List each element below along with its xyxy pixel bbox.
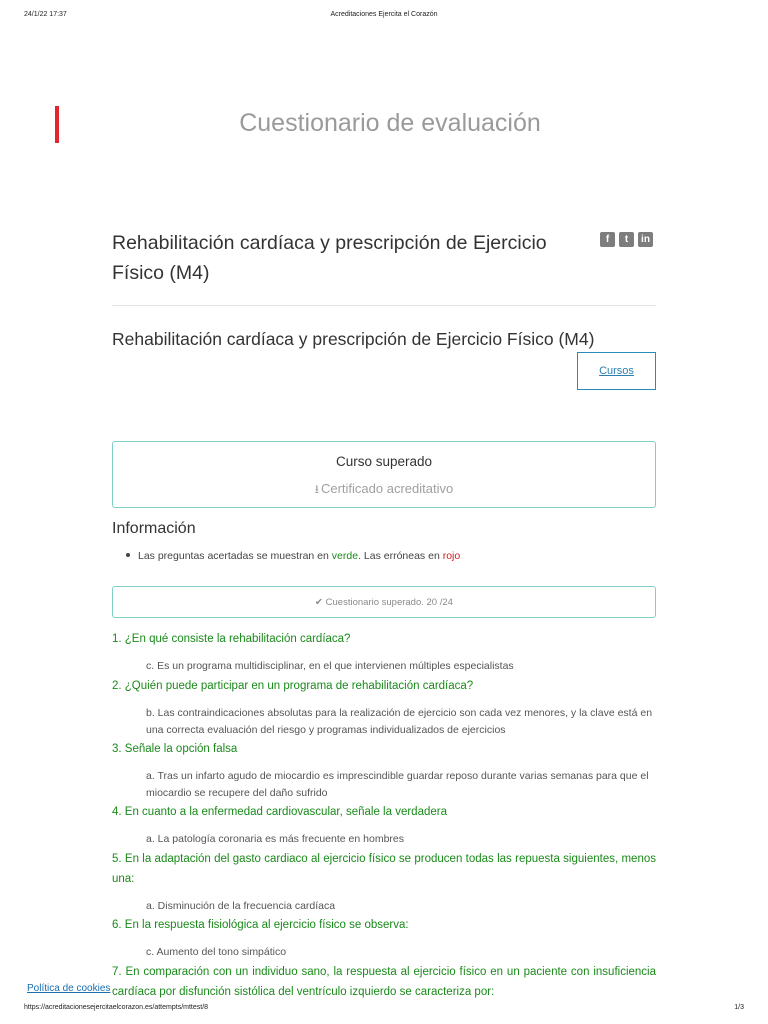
- answer-text: a. Tras un infarto agudo de miocardio es imprescindible guardar reposo durante varias semanas para que el miocardio se recupere del daño sufrido: [146, 770, 649, 799]
- question-text: 5. En la adaptación del gasto cardiaco al ejercicio físico se producen todas las repuesta siguientes, menos una:: [112, 853, 656, 885]
- info-green-word: verde: [331, 550, 359, 562]
- facebook-icon[interactable]: f: [600, 232, 615, 247]
- print-page-number: 1/3: [734, 1004, 744, 1011]
- question-item: [112, 676, 656, 739]
- course-subtitle: Rehabilitación cardíaca y prescripción de Ejercicio Físico (M4): [112, 329, 595, 349]
- linkedin-icon[interactable]: in: [638, 232, 653, 247]
- question-text: 2. ¿Quién puede participar en un programa de rehabilitación cardíaca?: [112, 680, 474, 692]
- info-text-before: Las preguntas acertadas se muestran en: [138, 550, 332, 562]
- question-item: [112, 739, 656, 802]
- divider: [112, 305, 656, 306]
- print-datetime: 24/1/22 17:37: [24, 11, 67, 18]
- social-share: [600, 232, 653, 247]
- cursos-button[interactable]: [577, 352, 656, 390]
- bullet-icon: [126, 553, 130, 557]
- question-text: 4. En cuanto a la enfermedad cardiovascular, señale la verdadera: [112, 806, 447, 818]
- result-label: Cuestionario superado. 20 /24: [325, 597, 453, 608]
- cookies-policy-link[interactable]: Política de cookies: [27, 983, 111, 994]
- result-box: [112, 586, 656, 618]
- question-text: 3. Señale la opción falsa: [112, 743, 238, 755]
- answer-text: a. La patología coronaria es más frecuente en hombres: [146, 833, 404, 845]
- certificate-label[interactable]: Certificado acreditativo: [320, 481, 454, 496]
- print-footer: [0, 1004, 768, 1016]
- info-red-word: rojo: [442, 550, 461, 562]
- question-item: [112, 849, 656, 915]
- info-text-middle: . Las erróneas en: [358, 550, 443, 562]
- question-text: 1. ¿En qué consiste la rehabilitación cardíaca?: [112, 633, 351, 645]
- certificate-link[interactable]: [113, 480, 655, 501]
- course-status-box: [112, 441, 656, 508]
- print-url: https://acreditacionesejercitaelcorazon.es/attempts/mttest/8: [24, 1004, 209, 1011]
- question-item: [112, 962, 656, 1002]
- info-title: Información: [112, 520, 196, 537]
- print-header: [0, 11, 768, 23]
- print-page-title: Acreditaciones Ejercita el Corazón: [330, 11, 438, 18]
- course-title: Rehabilitación cardíaca y prescripción de Ejercicio Físico (M4): [112, 232, 547, 284]
- question-text: 7. En comparación con un individuo sano, la respuesta al ejercicio físico en un paciente con insuficiencia cardíaca por disfunción sistólica del ventrículo izquierdo se caracteriza por:: [112, 966, 656, 998]
- twitter-icon[interactable]: t: [619, 232, 634, 247]
- course-status-heading: Curso superado: [335, 454, 433, 469]
- question-item: [112, 802, 656, 848]
- info-list: [126, 550, 460, 562]
- answer-text: a. Disminución de la frecuencia cardíaca: [146, 900, 336, 912]
- question-item: [112, 629, 656, 675]
- answer-text: c. Es un programa multidisciplinar, en el que intervienen múltiples especialistas: [146, 660, 514, 672]
- question-item: [112, 915, 656, 961]
- answer-text: c. Aumento del tono simpático: [146, 946, 287, 958]
- answer-text: b. Las contraindicaciones absolutas para la realización de ejercicio son cada vez menores, y la clave está en una correcta evaluación del riesgo y programas individualizados de ejercicios: [146, 707, 653, 736]
- download-icon: ⭳: [314, 482, 319, 496]
- cursos-link[interactable]: Cursos: [599, 365, 634, 377]
- page-title: Cuestionario de evaluación: [239, 109, 541, 137]
- question-text: 6. En la respuesta fisiológica al ejercicio físico se observa:: [112, 919, 409, 931]
- check-icon: ✔: [315, 597, 326, 608]
